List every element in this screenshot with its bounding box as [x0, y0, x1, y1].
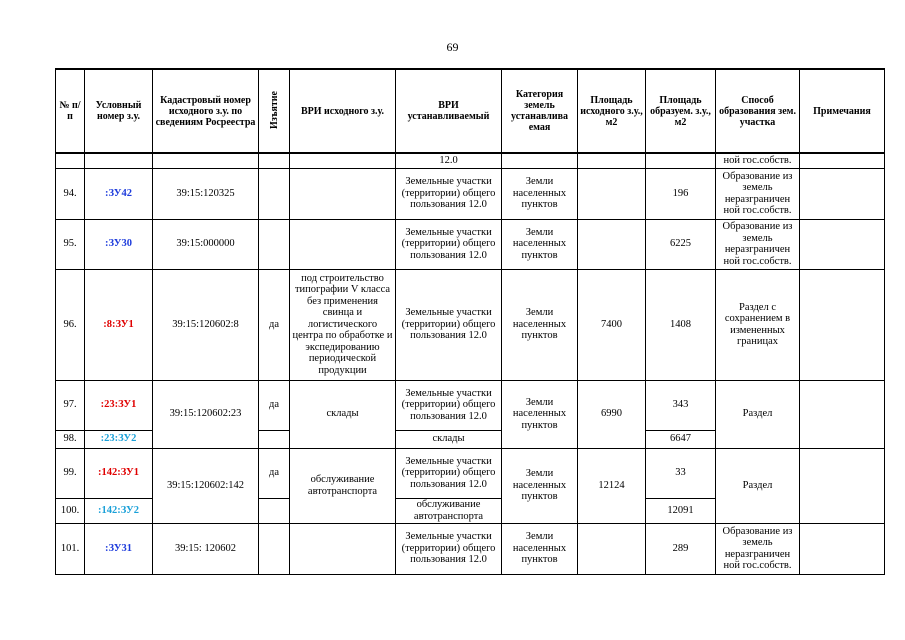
- cell-method: Раздел: [716, 380, 800, 448]
- cell-cadastral: 39:15:120602:142: [153, 448, 259, 523]
- page-number: 69: [446, 40, 459, 54]
- cell-code: :23:ЗУ1: [85, 380, 153, 430]
- cell-method: Раздел с сохранением в измененных границах: [716, 269, 800, 380]
- table-row-continued: [56, 153, 885, 168]
- cell-code: :ЗУ30: [85, 219, 153, 269]
- cell-category: Земли населенных пунктов: [502, 523, 578, 574]
- cell-method: Образование из земель неразграничен ной гос.собств.: [716, 219, 800, 269]
- cell-vri-source: склады: [290, 380, 396, 448]
- cell-vri-new: 12.0: [396, 153, 502, 168]
- table-row: [56, 269, 885, 380]
- header-num: № п/п: [56, 69, 85, 153]
- cell-num: 100.: [56, 498, 85, 523]
- cell-vri-new: Земельные участки (территории) общего пользования 12.0: [396, 168, 502, 219]
- cell-code: :8:ЗУ1: [85, 269, 153, 380]
- cell-method: Образование из земель неразграничен ной гос.собств.: [716, 168, 800, 219]
- cell-cadastral: 39:15:120325: [153, 168, 259, 219]
- cell-izyatie: да: [259, 380, 290, 430]
- cell-method: ной гос.собств.: [716, 153, 800, 168]
- cell-area-new: 33: [646, 448, 716, 498]
- cell-izyatie: да: [259, 448, 290, 498]
- table-header-row: [56, 69, 885, 153]
- cell-vri-new: Земельные участки (территории) общего пользования 12.0: [396, 269, 502, 380]
- cell-category: Земли населенных пунктов: [502, 380, 578, 448]
- table-row: [56, 380, 885, 430]
- header-cadastral: Кадастровый номер исходного з.у. по сведениям Росреестра: [153, 69, 259, 153]
- table-row: [56, 219, 885, 269]
- cell-num: 101.: [56, 523, 85, 574]
- cell-area-new: 1408: [646, 269, 716, 380]
- cell-area-new: 6647: [646, 430, 716, 448]
- header-area-new: Площадь образуем. з.у., м2: [646, 69, 716, 153]
- table-row: [56, 523, 885, 574]
- cell-vri-new: Земельные участки (территории) общего пользования 12.0: [396, 523, 502, 574]
- cell-area-new: 196: [646, 168, 716, 219]
- header-cond-number: Условный номер з.у.: [85, 69, 153, 153]
- cell-area-new: 343: [646, 380, 716, 430]
- cell-area-new: 6225: [646, 219, 716, 269]
- header-category: Категория земель устанавлива емая: [502, 69, 578, 153]
- cell-cadastral: 39:15:120602:8: [153, 269, 259, 380]
- cell-code: :142:ЗУ2: [85, 498, 153, 523]
- cell-category: Земли населенных пунктов: [502, 168, 578, 219]
- cell-vri-new: Земельные участки (территории) общего пользования 12.0: [396, 380, 502, 430]
- cell-num: 97.: [56, 380, 85, 430]
- header-method: Способ образования зем. участка: [716, 69, 800, 153]
- cell-vri-new: Земельные участки (территории) общего пользования 12.0: [396, 448, 502, 498]
- cell-category: Земли населенных пунктов: [502, 448, 578, 523]
- cell-num: 98.: [56, 430, 85, 448]
- cell-category: Земли населенных пунктов: [502, 269, 578, 380]
- header-area-source: Площадь исходного з.у., м2: [578, 69, 646, 153]
- cell-area-source: 6990: [578, 380, 646, 448]
- cell-code: :ЗУ42: [85, 168, 153, 219]
- cell-num: 96.: [56, 269, 85, 380]
- cell-code: :ЗУ31: [85, 523, 153, 574]
- table-row: [56, 448, 885, 498]
- cell-vri-source: обслуживание автотранспорта: [290, 448, 396, 523]
- header-notes: Примечания: [800, 69, 885, 153]
- cell-vri-new: Земельные участки (территории) общего пользования 12.0: [396, 219, 502, 269]
- cell-num: 99.: [56, 448, 85, 498]
- land-plot-table: [55, 68, 885, 575]
- cell-method: Раздел: [716, 448, 800, 523]
- table-row: [56, 168, 885, 219]
- cell-cadastral: 39:15:000000: [153, 219, 259, 269]
- cell-vri-source: под строительство типографии V класса без применения свинца и логистического центра по обработке и экспедированию периодической продукции: [290, 269, 396, 380]
- cell-num: 94.: [56, 168, 85, 219]
- cell-area-new: 12091: [646, 498, 716, 523]
- header-vri-new: ВРИ устанавливаемый: [396, 69, 502, 153]
- cell-cadastral: 39:15:120602:23: [153, 380, 259, 448]
- cell-code: :23:ЗУ2: [85, 430, 153, 448]
- cell-category: Земли населенных пунктов: [502, 219, 578, 269]
- cell-area-source: 12124: [578, 448, 646, 523]
- cell-area-source: 7400: [578, 269, 646, 380]
- header-vri-source: ВРИ исходного з.у.: [290, 69, 396, 153]
- cell-vri-new: обслуживание автотранспорта: [396, 498, 502, 523]
- cell-code: :142:ЗУ1: [85, 448, 153, 498]
- cell-area-new: 289: [646, 523, 716, 574]
- cell-cadastral: 39:15: 120602: [153, 523, 259, 574]
- header-izyatie-label: Изъятие: [268, 90, 280, 129]
- cell-num: 95.: [56, 219, 85, 269]
- cell-method: Образование из земель неразграничен ной гос.собств.: [716, 523, 800, 574]
- cell-izyatie: да: [259, 269, 290, 380]
- cell-vri-new: склады: [396, 430, 502, 448]
- header-izyatie: [259, 69, 290, 153]
